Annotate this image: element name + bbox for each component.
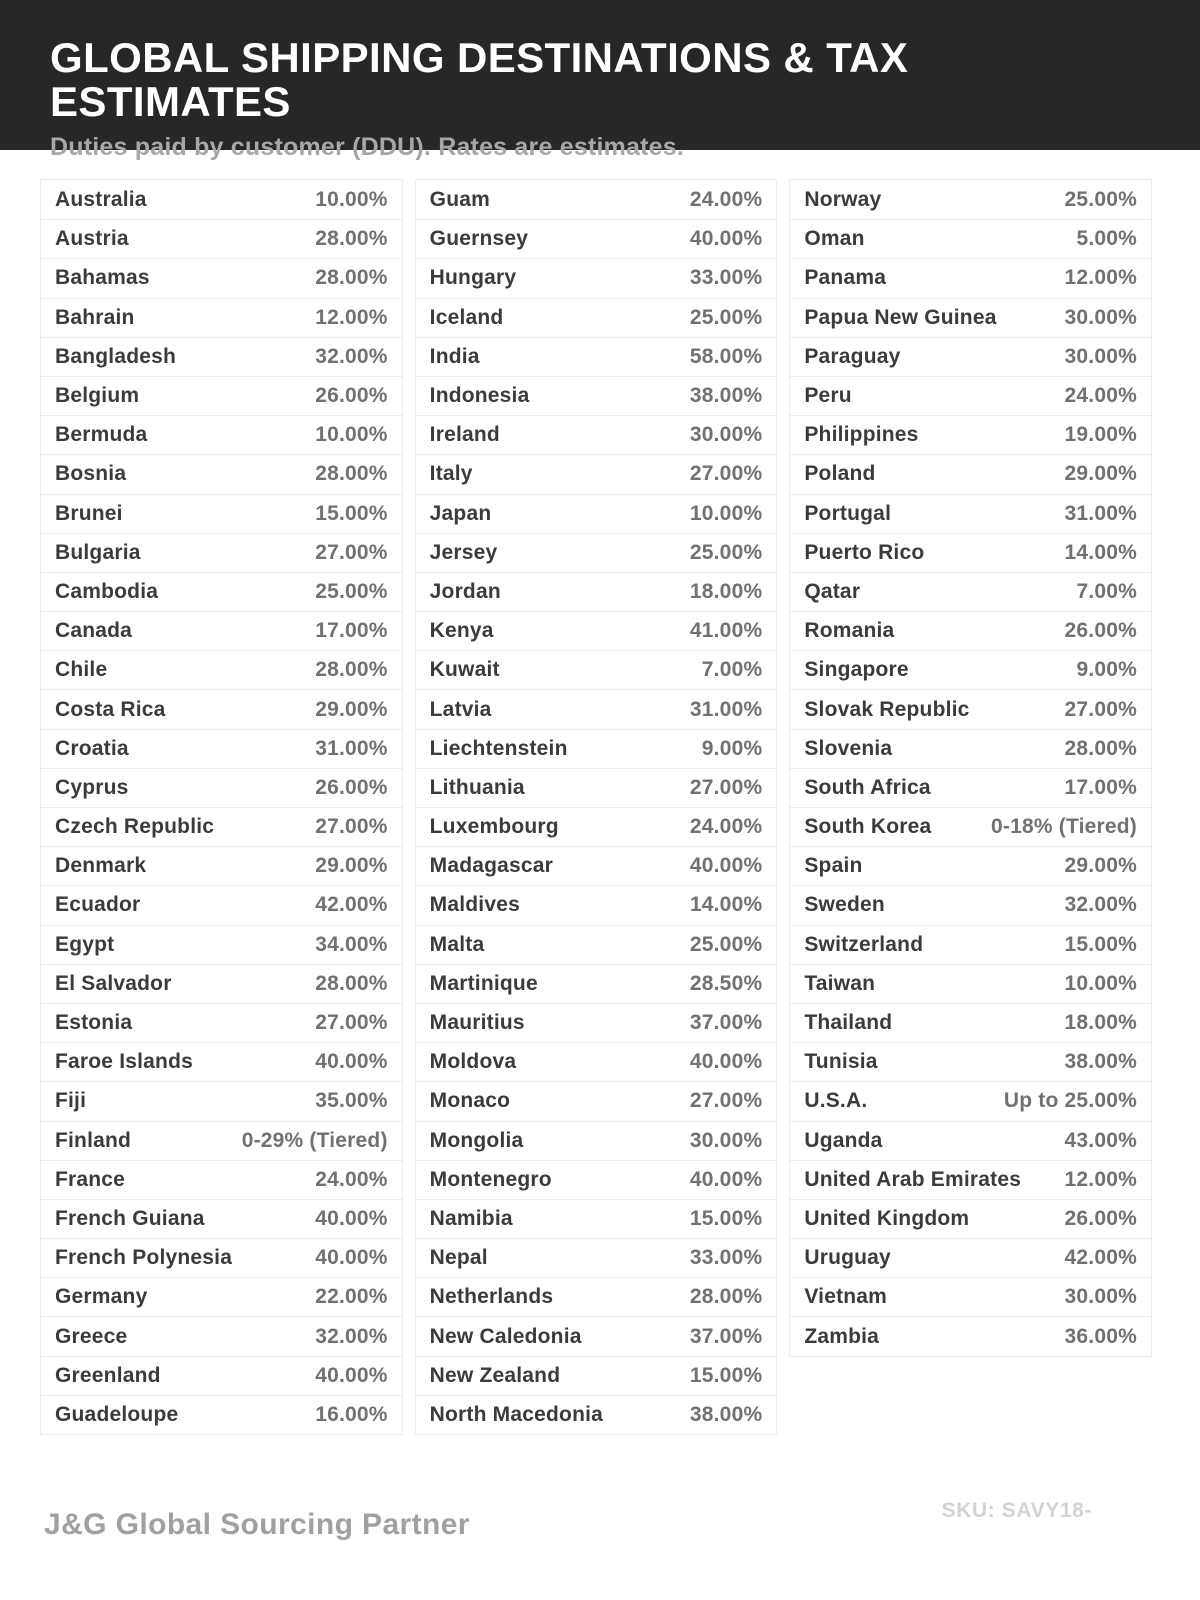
- country-name: Mauritius: [429, 1011, 525, 1035]
- tax-rate: 16.00%: [315, 1402, 388, 1426]
- table-row: [790, 1121, 1151, 1160]
- country-name: Mongolia: [429, 1128, 524, 1152]
- tax-rate: 40.00%: [315, 1050, 388, 1074]
- country-name: Lithuania: [429, 775, 525, 799]
- country-name: United Arab Emirates: [804, 1167, 1022, 1191]
- table-row: [41, 180, 402, 219]
- tax-rate: 25.00%: [1064, 187, 1137, 211]
- table-row: [790, 807, 1151, 846]
- table-row: [790, 1081, 1151, 1120]
- tax-rate: 38.00%: [689, 1402, 763, 1426]
- table-row: [416, 572, 777, 611]
- table-row: [41, 650, 402, 689]
- country-name: French Polynesia: [55, 1246, 233, 1270]
- table-row: [416, 180, 777, 219]
- table-row: [416, 768, 777, 807]
- country-name: Costa Rica: [55, 697, 166, 721]
- tax-rate: 27.00%: [315, 540, 388, 564]
- country-name: Liechtenstein: [429, 736, 568, 760]
- table-row: [416, 219, 777, 258]
- country-name: Panama: [804, 266, 887, 290]
- table-row: [41, 1356, 402, 1395]
- country-name: Finland: [55, 1128, 132, 1152]
- table-row: [790, 415, 1151, 454]
- tax-rate: 14.00%: [689, 893, 763, 917]
- tax-rate: Up to 25.00%: [1003, 1089, 1137, 1113]
- tax-rate-tables: [40, 179, 1152, 1435]
- country-name: Puerto Rico: [804, 540, 925, 564]
- tax-rate: 28.00%: [315, 227, 388, 251]
- tax-rate: 12.00%: [1064, 1167, 1137, 1191]
- table-row: [790, 454, 1151, 493]
- table-row: [416, 376, 777, 415]
- tax-table-column-3: [789, 179, 1152, 1357]
- tax-rate: 38.00%: [689, 384, 763, 408]
- table-row: [41, 1395, 402, 1434]
- tax-rate: 30.00%: [1064, 305, 1137, 329]
- tax-rate: 24.00%: [1064, 384, 1137, 408]
- tax-rate: 26.00%: [315, 384, 388, 408]
- country-name: Madagascar: [429, 854, 554, 878]
- country-name: Qatar: [804, 579, 861, 603]
- table-row: [416, 494, 777, 533]
- tax-rate: 40.00%: [689, 1167, 763, 1191]
- country-name: Fiji: [55, 1089, 87, 1113]
- table-row: [41, 376, 402, 415]
- country-name: Sweden: [804, 893, 885, 917]
- country-name: Switzerland: [804, 932, 924, 956]
- tax-rate: 17.00%: [315, 619, 388, 643]
- tax-rate: 24.00%: [315, 1167, 388, 1191]
- table-row: [416, 1238, 777, 1277]
- page-title: GLOBAL SHIPPING DESTINATIONS & TAX ESTIMATES: [50, 34, 909, 126]
- page-subtitle: Duties paid by customer (DDU). Rates are estimates.: [50, 133, 685, 162]
- tax-rate: 30.00%: [1064, 344, 1137, 368]
- tax-rate: 40.00%: [315, 1363, 388, 1387]
- country-name: Czech Republic: [55, 815, 215, 839]
- footer-sku: SKU: SAVY18-: [941, 1499, 1092, 1522]
- tax-rate: 27.00%: [315, 1011, 388, 1035]
- table-row: [790, 689, 1151, 728]
- country-name: Paraguay: [804, 344, 901, 368]
- table-row: [790, 1277, 1151, 1316]
- country-name: Bahrain: [55, 305, 135, 329]
- table-row: [790, 885, 1151, 924]
- table-row: [41, 572, 402, 611]
- tax-rate: 22.00%: [315, 1285, 388, 1309]
- tax-rate: 0-29% (Tiered): [241, 1128, 388, 1152]
- table-row: [790, 533, 1151, 572]
- tax-rate: 29.00%: [1064, 854, 1137, 878]
- table-row: [416, 1395, 777, 1434]
- country-name: Monaco: [429, 1089, 511, 1113]
- table-row: [41, 964, 402, 1003]
- country-name: Cyprus: [55, 775, 129, 799]
- table-row: [41, 768, 402, 807]
- country-name: Egypt: [55, 932, 115, 956]
- country-name: Austria: [55, 227, 129, 251]
- tax-rate: 40.00%: [689, 1050, 763, 1074]
- tax-rate: 31.00%: [689, 697, 763, 721]
- country-name: Portugal: [804, 501, 892, 525]
- tax-rate: 30.00%: [689, 1128, 763, 1152]
- table-row: [41, 1121, 402, 1160]
- table-row: [790, 611, 1151, 650]
- country-name: Ireland: [429, 423, 500, 447]
- country-name: Uruguay: [804, 1246, 891, 1270]
- tax-rate: 26.00%: [1064, 1206, 1137, 1230]
- table-row: [41, 1003, 402, 1042]
- table-row: [416, 1160, 777, 1199]
- country-name: Indonesia: [429, 384, 530, 408]
- country-name: Vietnam: [804, 1285, 888, 1309]
- tax-rate: 18.00%: [1064, 1011, 1137, 1035]
- tax-rate: 25.00%: [689, 932, 763, 956]
- tax-rate: 12.00%: [315, 305, 388, 329]
- tax-rate: 17.00%: [1064, 775, 1137, 799]
- table-row: [790, 1199, 1151, 1238]
- table-row: [416, 415, 777, 454]
- country-name: Thailand: [804, 1011, 893, 1035]
- tax-rate: 9.00%: [701, 736, 763, 760]
- table-row: [416, 1121, 777, 1160]
- country-name: Singapore: [804, 658, 909, 682]
- table-row: [790, 258, 1151, 297]
- country-name: Malta: [429, 932, 485, 956]
- table-row: [416, 885, 777, 924]
- table-row: [790, 1316, 1151, 1355]
- table-row: [416, 729, 777, 768]
- tax-rate: 18.00%: [689, 579, 763, 603]
- tax-table-column-1: [40, 179, 403, 1435]
- tax-rate: 28.50%: [689, 971, 763, 995]
- table-row: [416, 533, 777, 572]
- table-row: [790, 650, 1151, 689]
- country-name: Slovak Republic: [804, 697, 970, 721]
- country-name: Jordan: [429, 579, 501, 603]
- tax-rate: 33.00%: [689, 266, 763, 290]
- table-row: [41, 1199, 402, 1238]
- country-name: Kuwait: [429, 658, 500, 682]
- tax-rate: 25.00%: [689, 540, 763, 564]
- country-name: Faroe Islands: [55, 1050, 193, 1074]
- table-row: [41, 454, 402, 493]
- tax-rate: 32.00%: [315, 1324, 388, 1348]
- header-banner: [0, 0, 1200, 162]
- table-row: [416, 807, 777, 846]
- table-row: [416, 1003, 777, 1042]
- table-row: [416, 689, 777, 728]
- tax-rate: 14.00%: [1064, 540, 1137, 564]
- country-name: Germany: [55, 1285, 148, 1309]
- tax-rate: 10.00%: [1064, 971, 1137, 995]
- tax-rate: 28.00%: [315, 266, 388, 290]
- tax-rate: 40.00%: [689, 227, 763, 251]
- tax-rate: 26.00%: [315, 775, 388, 799]
- tax-rate: 28.00%: [315, 971, 388, 995]
- country-name: Japan: [429, 501, 492, 525]
- tax-rate: 12.00%: [1064, 266, 1137, 290]
- table-row: [41, 1238, 402, 1277]
- footer-brand: J&G Global Sourcing Partner: [44, 1508, 470, 1541]
- table-row: [416, 925, 777, 964]
- tax-rate: 10.00%: [689, 501, 763, 525]
- country-name: Poland: [804, 462, 876, 486]
- tax-rate: 24.00%: [689, 815, 763, 839]
- country-name: Ecuador: [55, 893, 141, 917]
- table-row: [41, 925, 402, 964]
- country-name: Slovenia: [804, 736, 893, 760]
- tax-rate: 28.00%: [315, 658, 388, 682]
- tax-rate: 10.00%: [315, 187, 388, 211]
- table-row: [41, 337, 402, 376]
- tax-rate: 27.00%: [689, 462, 763, 486]
- tax-rate: 34.00%: [315, 932, 388, 956]
- tax-rate: 30.00%: [1064, 1285, 1137, 1309]
- table-row: [416, 1316, 777, 1355]
- country-name: Greenland: [55, 1363, 161, 1387]
- country-name: India: [429, 344, 480, 368]
- country-name: Luxembourg: [429, 815, 559, 839]
- table-row: [41, 689, 402, 728]
- country-name: Guam: [429, 187, 490, 211]
- country-name: Italy: [429, 462, 473, 486]
- country-name: Namibia: [429, 1206, 513, 1230]
- table-row: [416, 846, 777, 885]
- country-name: Nepal: [429, 1246, 488, 1270]
- table-row: [41, 1081, 402, 1120]
- tax-rate: 0-18% (Tiered): [991, 815, 1137, 839]
- tax-rate: 27.00%: [315, 815, 388, 839]
- table-row: [416, 1277, 777, 1316]
- table-row: [790, 572, 1151, 611]
- table-row: [790, 729, 1151, 768]
- table-row: [41, 729, 402, 768]
- country-name: Guadeloupe: [55, 1402, 179, 1426]
- country-name: French Guiana: [55, 1206, 205, 1230]
- tax-rate: 36.00%: [1064, 1324, 1137, 1348]
- country-name: Kenya: [429, 619, 494, 643]
- tax-rate: 10.00%: [315, 423, 388, 447]
- table-row: [416, 650, 777, 689]
- country-name: Romania: [804, 619, 895, 643]
- table-row: [790, 337, 1151, 376]
- tax-rate: 38.00%: [1064, 1050, 1137, 1074]
- tax-rate: 15.00%: [1064, 932, 1137, 956]
- table-row: [790, 1003, 1151, 1042]
- tax-rate: 7.00%: [1076, 579, 1137, 603]
- tax-rate: 28.00%: [1064, 736, 1137, 760]
- tax-rate: 5.00%: [1076, 227, 1137, 251]
- table-row: [41, 494, 402, 533]
- table-row: [416, 1356, 777, 1395]
- table-row: [790, 846, 1151, 885]
- country-name: Bermuda: [55, 423, 148, 447]
- tax-table-column-2: [415, 179, 778, 1435]
- tax-rate: 35.00%: [315, 1089, 388, 1113]
- table-row: [790, 1238, 1151, 1277]
- tax-rate: 25.00%: [689, 305, 763, 329]
- country-name: Chile: [55, 658, 108, 682]
- tax-rate: 28.00%: [315, 462, 388, 486]
- country-name: U.S.A.: [804, 1089, 868, 1113]
- table-row: [41, 885, 402, 924]
- table-row: [790, 494, 1151, 533]
- table-row: [416, 964, 777, 1003]
- country-name: Uganda: [804, 1128, 883, 1152]
- tax-rate: 19.00%: [1064, 423, 1137, 447]
- tax-rate: 30.00%: [689, 423, 763, 447]
- country-name: New Caledonia: [429, 1324, 582, 1348]
- tax-rate: 29.00%: [315, 697, 388, 721]
- tax-rate: 24.00%: [689, 187, 763, 211]
- country-name: United Kingdom: [804, 1206, 970, 1230]
- tax-rate: 42.00%: [315, 893, 388, 917]
- country-name: Martinique: [429, 971, 538, 995]
- country-name: Croatia: [55, 736, 129, 760]
- country-name: Bangladesh: [55, 344, 177, 368]
- country-name: Iceland: [429, 305, 504, 329]
- country-name: New Zealand: [429, 1363, 561, 1387]
- tax-rate: 42.00%: [1064, 1246, 1137, 1270]
- table-row: [790, 219, 1151, 258]
- tax-rate: 37.00%: [689, 1324, 763, 1348]
- table-row: [790, 1160, 1151, 1199]
- country-name: Maldives: [429, 893, 520, 917]
- tax-rate: 28.00%: [689, 1285, 763, 1309]
- country-name: Jersey: [429, 540, 498, 564]
- table-row: [416, 611, 777, 650]
- tax-rate: 41.00%: [689, 619, 763, 643]
- country-name: Bahamas: [55, 266, 150, 290]
- table-row: [790, 964, 1151, 1003]
- tax-rate: 43.00%: [1064, 1128, 1137, 1152]
- table-row: [790, 768, 1151, 807]
- country-name: Philippines: [804, 423, 919, 447]
- country-name: Australia: [55, 187, 147, 211]
- tax-rate: 9.00%: [1076, 658, 1137, 682]
- table-row: [41, 807, 402, 846]
- table-row: [41, 258, 402, 297]
- tax-rate: 27.00%: [689, 775, 763, 799]
- tax-rate: 29.00%: [315, 854, 388, 878]
- tax-rate: 40.00%: [315, 1246, 388, 1270]
- tax-rate: 32.00%: [315, 344, 388, 368]
- table-row: [416, 1042, 777, 1081]
- country-name: Hungary: [429, 266, 517, 290]
- table-row: [41, 846, 402, 885]
- tax-rate: 15.00%: [315, 501, 388, 525]
- country-name: Denmark: [55, 854, 147, 878]
- country-name: El Salvador: [55, 971, 172, 995]
- table-row: [41, 1316, 402, 1355]
- country-name: Moldova: [429, 1050, 517, 1074]
- tax-rate: 25.00%: [315, 579, 388, 603]
- country-name: Estonia: [55, 1011, 133, 1035]
- country-name: Latvia: [429, 697, 492, 721]
- table-row: [41, 611, 402, 650]
- country-name: Cambodia: [55, 579, 159, 603]
- country-name: Norway: [804, 187, 882, 211]
- country-name: South Africa: [804, 775, 931, 799]
- table-row: [41, 1160, 402, 1199]
- country-name: Zambia: [804, 1324, 880, 1348]
- tax-rate: 40.00%: [315, 1206, 388, 1230]
- country-name: Spain: [804, 854, 863, 878]
- table-row: [790, 1042, 1151, 1081]
- country-name: Canada: [55, 619, 133, 643]
- table-row: [790, 925, 1151, 964]
- country-name: Peru: [804, 384, 852, 408]
- country-name: Bosnia: [55, 462, 127, 486]
- country-name: North Macedonia: [429, 1402, 604, 1426]
- country-name: South Korea: [804, 815, 932, 839]
- country-name: Papua New Guinea: [804, 305, 997, 329]
- tax-rate: 37.00%: [689, 1011, 763, 1035]
- tax-rate: 40.00%: [689, 854, 763, 878]
- table-row: [416, 258, 777, 297]
- table-row: [41, 298, 402, 337]
- country-name: France: [55, 1167, 126, 1191]
- tax-rate: 31.00%: [315, 736, 388, 760]
- country-name: Bulgaria: [55, 540, 141, 564]
- table-row: [416, 298, 777, 337]
- table-row: [41, 415, 402, 454]
- tax-rate: 58.00%: [689, 344, 763, 368]
- tax-rate: 27.00%: [689, 1089, 763, 1113]
- country-name: Oman: [804, 227, 865, 251]
- tax-rate: 15.00%: [689, 1363, 763, 1387]
- tax-rate: 7.00%: [701, 658, 763, 682]
- country-name: Greece: [55, 1324, 128, 1348]
- table-row: [790, 298, 1151, 337]
- country-name: Tunisia: [804, 1050, 878, 1074]
- table-row: [416, 454, 777, 493]
- country-name: Brunei: [55, 501, 123, 525]
- country-name: Montenegro: [429, 1167, 552, 1191]
- table-row: [41, 1277, 402, 1316]
- table-row: [790, 376, 1151, 415]
- country-name: Guernsey: [429, 227, 529, 251]
- tax-rate: 33.00%: [689, 1246, 763, 1270]
- tax-rate: 26.00%: [1064, 619, 1137, 643]
- tax-rate: 32.00%: [1064, 893, 1137, 917]
- table-row: [790, 180, 1151, 219]
- tax-rate: 29.00%: [1064, 462, 1137, 486]
- table-row: [416, 1081, 777, 1120]
- tax-rate: 31.00%: [1064, 501, 1137, 525]
- table-row: [416, 337, 777, 376]
- table-row: [41, 533, 402, 572]
- table-row: [41, 1042, 402, 1081]
- country-name: Belgium: [55, 384, 140, 408]
- table-row: [41, 219, 402, 258]
- tax-rate: 27.00%: [1064, 697, 1137, 721]
- table-row: [416, 1199, 777, 1238]
- country-name: Netherlands: [429, 1285, 554, 1309]
- tax-rate: 15.00%: [689, 1206, 763, 1230]
- country-name: Taiwan: [804, 971, 876, 995]
